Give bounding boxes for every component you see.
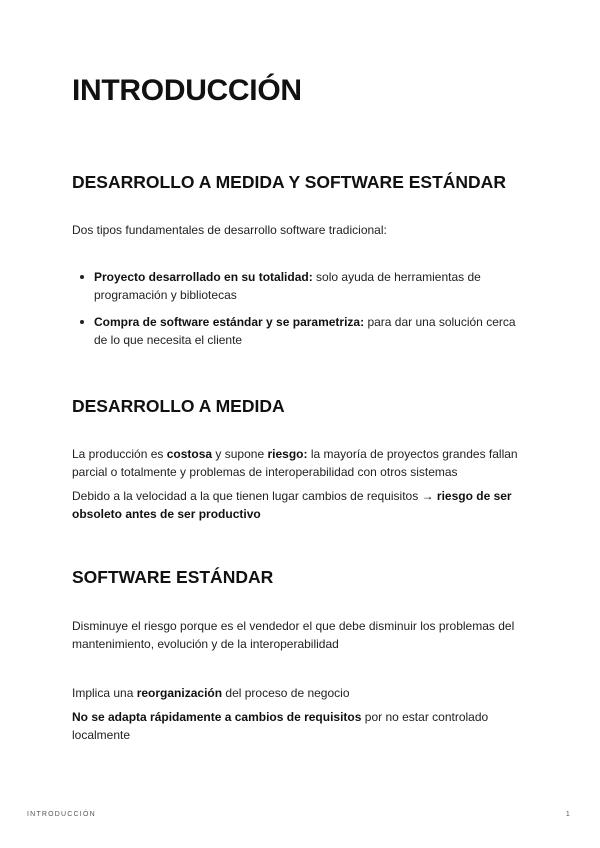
section2-paragraph-1: La producción es costosa y supone riesgo: la mayoría de proyectos grandes fallan parcial o totalmente y problemas de interoperabilidad con otros sistemas	[72, 447, 518, 479]
section3-paragraph-3: No se adapta rápidamente a cambios de requisitos por no estar controlado localmente	[72, 710, 489, 742]
bullet-text: para dar una solución cerca de lo que necesita el cliente	[94, 315, 516, 347]
section-heading-desarrollo-a-medida: DESARROLLO A MEDIDA	[72, 396, 285, 416]
footer-page-number: 1	[565, 811, 571, 818]
section1-intro: Dos tipos fundamentales de desarrollo software tradicional:	[72, 223, 387, 237]
footer-section-label: INTRODUCCIÓN	[27, 811, 96, 818]
section2-paragraph-2: Debido a la velocidad a la que tienen lugar cambios de requisitos → riesgo de ser obsoleto antes de ser productivo	[72, 489, 512, 521]
page-title: INTRODUCCIÓN	[72, 74, 302, 107]
bullet-icon	[80, 275, 84, 279]
bullet-bold-text: Compra de software estándar y se parametriza:	[94, 315, 365, 329]
list-item	[72, 313, 532, 349]
section3-paragraph-1: Disminuye el riesgo porque es el vendedor el que debe disminuir los problemas del mantenimiento, evolución y de la interoperabilidad	[72, 619, 515, 651]
bullet-list	[72, 268, 532, 358]
section-heading-desarrollo-y-estandar: DESARROLLO A MEDIDA Y SOFTWARE ESTÁNDAR	[72, 172, 506, 192]
bullet-icon	[80, 320, 84, 324]
bullet-text: solo ayuda de herramientas de programación y bibliotecas	[94, 270, 481, 302]
section3-paragraph-2: Implica una reorganización del proceso de negocio	[72, 686, 350, 700]
bullet-bold-text: Proyecto desarrollado en su totalidad:	[94, 270, 313, 284]
list-item	[72, 268, 532, 304]
section-heading-software-estandar: SOFTWARE ESTÁNDAR	[72, 567, 274, 587]
